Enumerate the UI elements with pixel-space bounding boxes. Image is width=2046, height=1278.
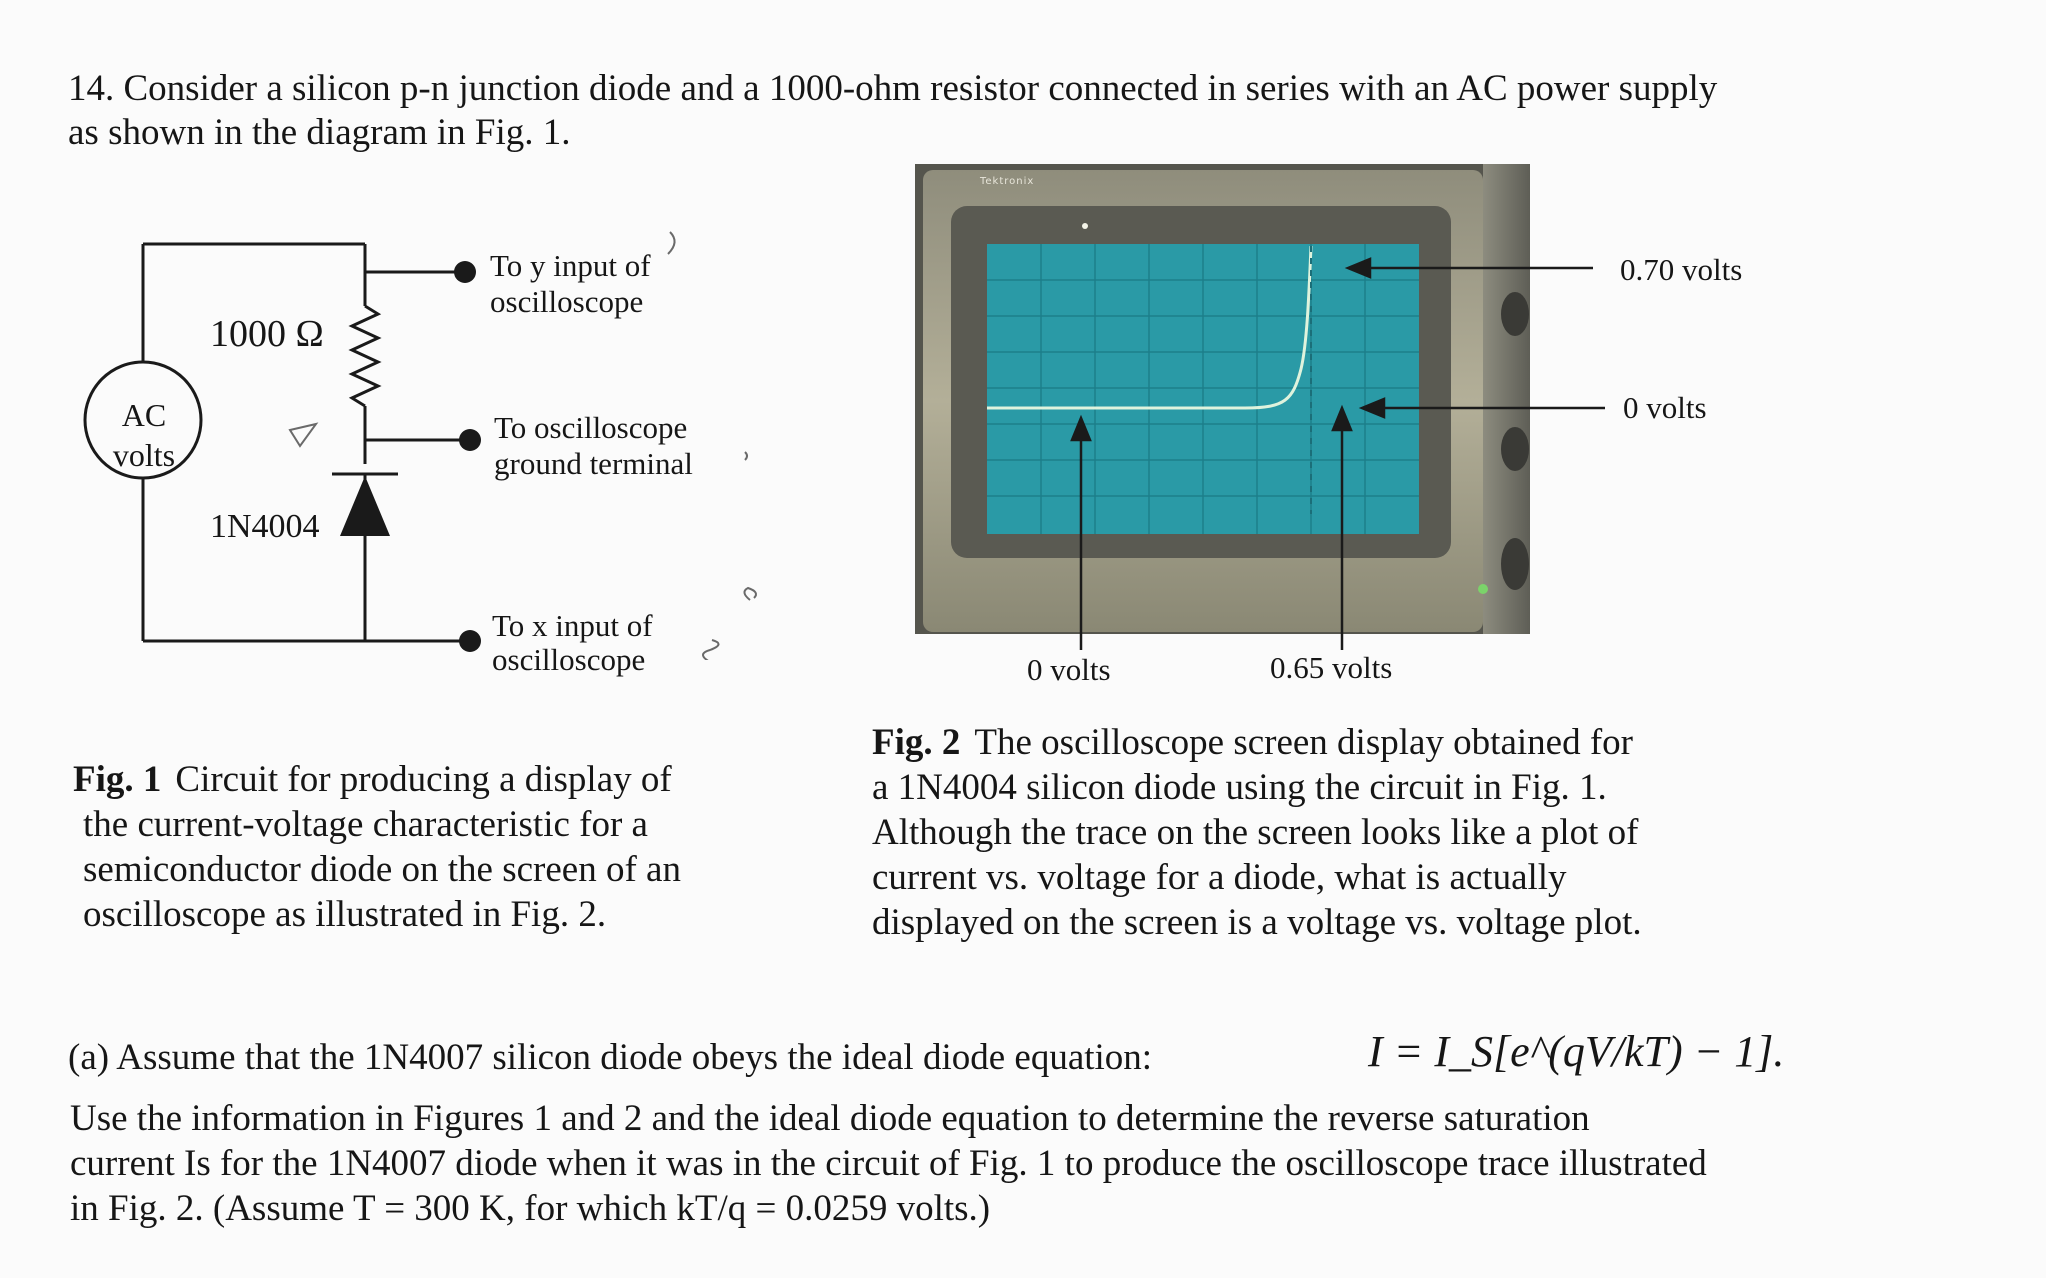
- fig1-caption-line-2: the current-voltage characteristic for a: [83, 804, 648, 845]
- fig2-caption-line-3: Although the trace on the screen looks like a plot of: [872, 812, 1639, 853]
- fig1-caption-text-1: Circuit for producing a display of: [175, 759, 672, 800]
- arrow-065-head: [1333, 408, 1351, 430]
- ground-label-1: To oscilloscope: [494, 410, 688, 445]
- fig2-caption-line-2: a 1N4004 silicon diode using the circuit in Fig. 1.: [872, 767, 1607, 808]
- label-065-volts: 0.65 volts: [1270, 650, 1393, 685]
- arrow-0v-bottom-head: [1072, 418, 1090, 440]
- x-input-label-2: oscilloscope: [492, 642, 646, 677]
- fig1-caption-line-3: semiconductor diode on the screen of an: [83, 849, 681, 890]
- part-a-line-2: Use the information in Figures 1 and 2 and the ideal diode equation to determine the reverse saturation: [70, 1098, 1590, 1139]
- fig2-caption-line-4: current vs. voltage for a diode, what is actually: [872, 857, 1567, 898]
- scope-brand: Tektronix: [980, 176, 1035, 187]
- label-0-volts-bottom: 0 volts: [1027, 652, 1111, 687]
- fig1-caption-label: Fig. 1: [73, 759, 162, 800]
- label-0-volts-right: 0 volts: [1623, 390, 1707, 425]
- part-a-line-4: in Fig. 2. (Assume T = 300 K, for which kT/q = 0.0259 volts.): [70, 1188, 991, 1229]
- fig1-caption-line-1: [73, 757, 672, 802]
- y-input-label-1: To y input of: [490, 248, 651, 283]
- arrow-0v-head: [1362, 399, 1384, 417]
- problem-line-2: as shown in the diagram in Fig. 1.: [68, 112, 571, 153]
- fig2-caption-line-1: [872, 720, 1633, 765]
- diode-label: 1N4004: [210, 508, 320, 545]
- ground-label-2: ground terminal: [494, 446, 693, 481]
- ideal-diode-equation: I = I_S[e^(qV/kT) − 1].: [1368, 1027, 1785, 1076]
- part-a-lead: (a) Assume that the 1N4007 silicon diode obeys the ideal diode equation:: [68, 1037, 1153, 1078]
- fig1-caption-line-4: oscilloscope as illustrated in Fig. 2.: [83, 894, 607, 935]
- fig2-caption-text-1: The oscilloscope screen display obtained for: [974, 722, 1633, 763]
- part-a-line-3: current Is for the 1N4007 diode when it was in the circuit of Fig. 1 to produce the oscilloscope trace illustrated: [70, 1143, 1707, 1184]
- ac-label-1: AC: [121, 397, 167, 433]
- resistor-label: 1000 Ω: [210, 313, 324, 355]
- y-input-label-2: oscilloscope: [490, 284, 644, 319]
- fig2-caption-label: Fig. 2: [872, 722, 961, 763]
- problem-line-1: 14. Consider a silicon p-n junction diode and a 1000-ohm resistor connected in series with an AC power supply: [68, 68, 1718, 109]
- x-input-label-1: To x input of: [492, 608, 653, 643]
- fig2-caption-line-5: displayed on the screen is a voltage vs. voltage plot.: [872, 902, 1642, 943]
- ac-label-2: volts: [112, 437, 176, 473]
- label-070-volts: 0.70 volts: [1620, 252, 1743, 287]
- arrow-070-head: [1348, 259, 1370, 277]
